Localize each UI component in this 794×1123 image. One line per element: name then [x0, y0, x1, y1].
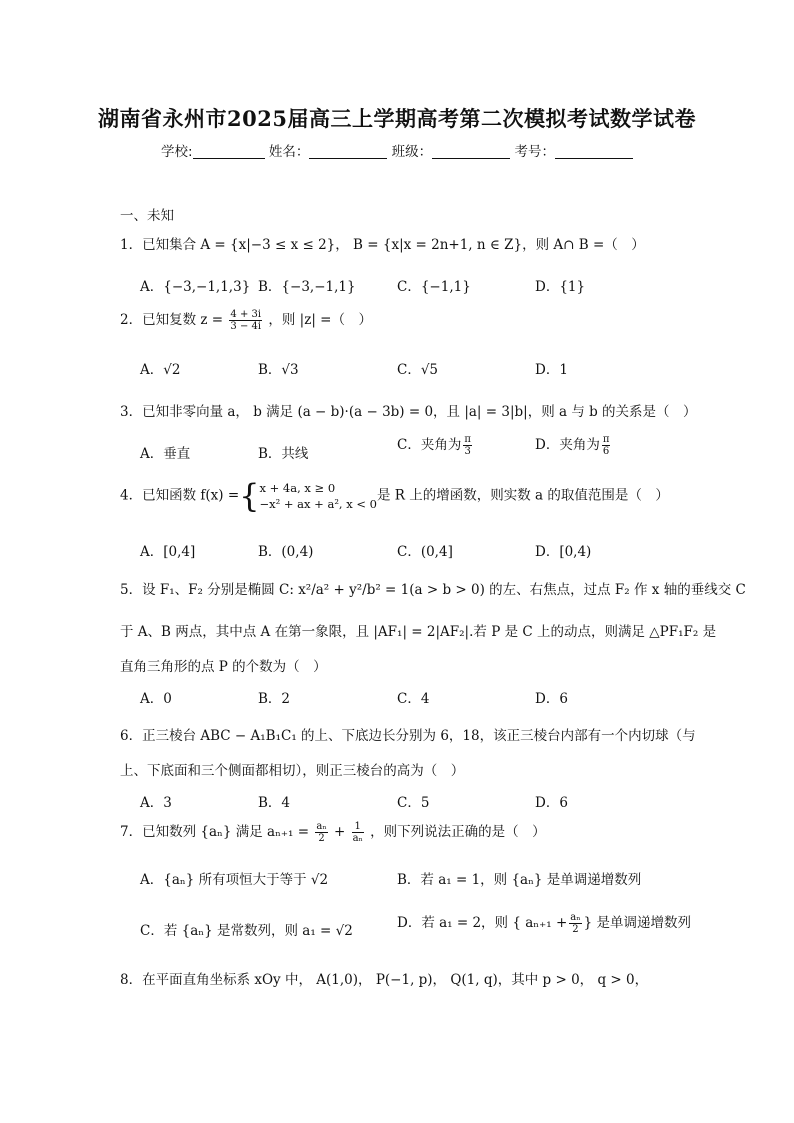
q1-option-c: C．{−1,1}	[397, 279, 471, 295]
q5-option-a: A．0	[140, 691, 172, 707]
school-blank[interactable]	[193, 144, 265, 159]
q2-option-d: D．1	[535, 362, 568, 378]
page-title: 湖南省永州市2025届高三上学期高考第二次模拟考试数学试卷	[98, 106, 696, 131]
q2-denominator: 3 − 4i	[230, 321, 262, 332]
q2-option-b: B．√3	[258, 362, 299, 378]
q3-option-b: B．共线	[258, 446, 309, 462]
q7-f1-denominator: 2	[318, 833, 325, 844]
q7-d-denominator: 2	[572, 924, 579, 935]
q3-d-fraction	[602, 434, 611, 457]
class-blank[interactable]	[432, 144, 510, 159]
q7-f1-numerator: aₙ	[316, 821, 327, 832]
q6-option-d: D．6	[535, 795, 568, 811]
class-label: 班级：	[391, 144, 433, 160]
q6-option-c: C．5	[397, 795, 430, 811]
section-heading: 一、未知	[120, 208, 174, 224]
q3-c-prefix: C．夹角为	[397, 437, 462, 453]
q7-option-a: A．{aₙ} 所有项恒大于等于 √2	[140, 872, 329, 888]
question-8: 8．在平面直角坐标系 xOy 中， A(1,0)， P(−1, p)， Q(1, q)，其中 p > 0， q > 0，	[120, 972, 649, 988]
q4-option-b: B．(0,4)	[258, 544, 314, 560]
q4-option-c: C．(0,4]	[397, 544, 453, 560]
question-3: 3．已知非零向量 a， b 满足 (a − b)·(a − 3b) = 0，且 |a| = 3|b|，则 a 与 b 的关系是（ ）	[120, 404, 697, 420]
q5-option-d: D．6	[535, 691, 568, 707]
q7-d-suffix: } 是单调递增数列	[583, 915, 691, 931]
q7-prefix: 7．已知数列 {aₙ} 满足 aₙ₊₁ =	[120, 824, 310, 840]
question-7	[120, 820, 546, 844]
q2-prefix: 2．已知复数 z =	[120, 312, 224, 328]
q5-option-b: B．2	[258, 691, 291, 707]
name-label: 姓名：	[268, 144, 310, 160]
q3-d-denominator: 6	[602, 446, 610, 457]
question-4	[120, 477, 669, 515]
question-5-line-3: 直角三角形的点 P 的个数为（ ）	[120, 659, 327, 675]
q4-prefix: 4．已知函数 f(x) =	[120, 487, 240, 504]
q3-option-a: A．垂直	[140, 446, 191, 462]
name-blank[interactable]	[309, 144, 387, 159]
question-1: 1．已知集合 A = {x|−3 ≤ x ≤ 2}， B = {x|x = 2n+1, n ∈ Z}，则 A∩ B =（ ）	[120, 237, 645, 253]
q1-option-a: A．{−3,−1,1,3}	[140, 279, 251, 295]
q7-d-fraction	[569, 912, 581, 935]
q3-option-d	[535, 433, 612, 457]
q7-plus: +	[333, 824, 346, 840]
exam-number-label: 考号：	[514, 144, 555, 160]
q3-d-numerator: π	[602, 434, 610, 445]
q4-piecewise	[260, 480, 378, 512]
q3-c-fraction	[463, 434, 472, 457]
q2-suffix: ，则 |z| =（ ）	[268, 312, 372, 328]
q4-brace: {	[239, 477, 260, 515]
q2-option-a: A．√2	[140, 362, 181, 378]
q7-f2-denominator: aₙ	[352, 833, 363, 844]
q7-fraction-1	[315, 821, 327, 844]
q7-suffix: ，则下列说法正确的是（ ）	[370, 824, 546, 840]
question-6-line-2: 上、下底面和三个侧面都相切），则正三棱台的高为（ ）	[120, 763, 465, 779]
q7-f2-numerator: 1	[352, 821, 364, 833]
q7-option-c: C．若 {aₙ} 是常数列，则 a₁ = √2	[140, 923, 353, 939]
exam-number-blank[interactable]	[555, 144, 633, 159]
q5-option-c: C．4	[397, 691, 430, 707]
q3-d-prefix: D．夹角为	[535, 437, 600, 453]
q7-fraction-2	[352, 821, 364, 844]
q1-option-d: D．{1}	[535, 279, 586, 295]
q7-d-prefix: D．若 a₁ = 2，则 { aₙ₊₁ +	[397, 915, 568, 931]
school-label: 学校:	[161, 144, 193, 160]
q4-case-1: x + 4a, x ≥ 0	[259, 481, 336, 495]
q2-fraction	[229, 309, 262, 332]
q3-c-denominator: 3	[464, 446, 471, 457]
q2-numerator: 4 + 3i	[230, 309, 262, 320]
question-5-line-1: 5．设 F₁、F₂ 分别是椭圆 C: x²/a² + y²/b² = 1(a > b > 0) 的左、右焦点，过点 F₂ 作 x 轴的垂线交 C	[120, 582, 746, 598]
q7-d-numerator: aₙ	[570, 912, 581, 923]
q4-option-a: A．[0,4]	[140, 544, 196, 560]
q7-option-d	[397, 911, 691, 935]
q4-option-d: D．[0,4)	[535, 544, 592, 560]
q4-case-2: −x² + ax + a², x < 0	[259, 497, 377, 511]
q4-suffix: 是 R 上的增函数，则实数 a 的取值范围是（ ）	[377, 487, 669, 504]
q2-option-c: C．√5	[397, 362, 439, 378]
q7-option-b: B．若 a₁ = 1，则 {aₙ} 是单调递增数列	[397, 872, 642, 888]
q6-option-b: B．4	[258, 795, 291, 811]
q1-option-b: B．{−3,−1,1}	[258, 279, 356, 295]
q3-option-c	[397, 433, 474, 457]
student-info-line	[0, 140, 794, 160]
question-6-line-1: 6．正三棱台 ABC − A₁B₁C₁ 的上、下底边长分别为 6，18，该正三棱台内部有一个内切球（与	[120, 728, 696, 744]
q6-option-a: A．3	[140, 795, 172, 811]
q3-c-numerator: π	[464, 434, 471, 445]
question-5-line-2: 于 A、B 两点，其中点 A 在第一象限，且 |AF₁| = 2|AF₂|.若 P 是 C 上的动点，则满足 △PF₁F₂ 是	[120, 624, 717, 640]
question-2	[120, 308, 372, 332]
